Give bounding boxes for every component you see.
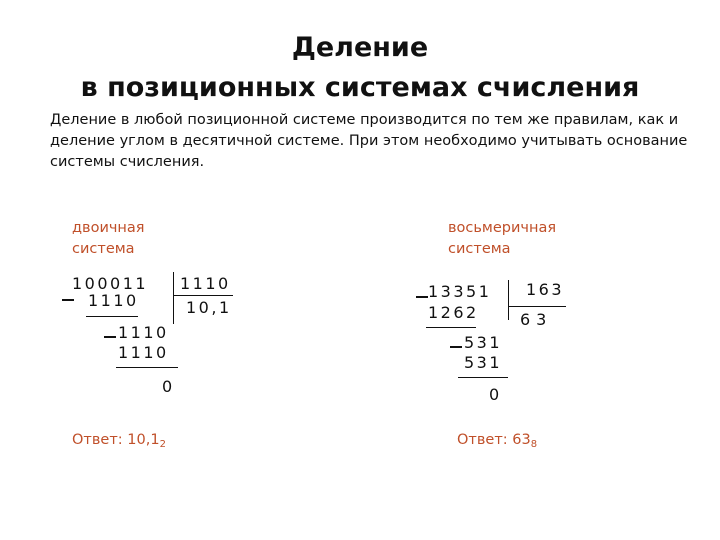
octal-subtrahend-2: 531 <box>464 353 503 372</box>
octal-quotient: 63 <box>520 310 553 329</box>
octal-minus-2 <box>450 346 462 348</box>
binary-remainder-1: 1110 <box>118 323 169 342</box>
octal-rule-2 <box>458 377 508 378</box>
octal-answer-prefix: Ответ: <box>457 432 513 448</box>
binary-minus-2 <box>104 336 116 338</box>
binary-answer-prefix: Ответ: <box>72 432 128 448</box>
binary-label-line-2: система <box>72 241 135 257</box>
binary-subtrahend-1: 1110 <box>88 291 139 310</box>
octal-subtrahend-1: 1262 <box>428 303 479 322</box>
octal-label <box>448 218 556 260</box>
slide-title <box>0 28 720 108</box>
binary-rule-2 <box>116 367 178 368</box>
binary-division-bar <box>173 272 174 324</box>
binary-answer-base: 2 <box>159 439 166 450</box>
title-line-2: в позиционных системах счисления <box>80 72 640 103</box>
octal-dividend: 13351 <box>428 282 492 301</box>
octal-label-line-2: система <box>448 241 511 257</box>
binary-rule-1 <box>86 316 138 317</box>
octal-divisor: 163 <box>526 280 565 299</box>
octal-division-bar <box>508 280 509 320</box>
octal-rule-1 <box>426 327 476 328</box>
binary-minus-1 <box>62 299 74 301</box>
binary-divisor: 1110 <box>180 274 231 293</box>
octal-label-line-1: восьмеричная <box>448 220 557 236</box>
binary-answer <box>72 430 166 455</box>
octal-divisor-underline <box>508 306 566 307</box>
binary-label-line-1: двоичная <box>72 220 145 236</box>
octal-final-remainder: 0 <box>489 385 502 404</box>
octal-answer <box>457 430 537 455</box>
binary-divisor-underline <box>173 295 233 296</box>
octal-remainder-1: 531 <box>464 333 503 352</box>
binary-quotient: 10,1 <box>186 298 232 317</box>
title-line-1: Деление <box>291 32 429 63</box>
octal-minus-1 <box>416 296 428 298</box>
binary-final-remainder: 0 <box>162 377 175 396</box>
binary-answer-value: 10,1 <box>127 432 160 448</box>
octal-answer-base: 8 <box>530 439 538 450</box>
octal-answer-value: 63 <box>512 432 531 448</box>
binary-dividend: 100011 <box>72 274 149 293</box>
binary-label <box>72 218 145 260</box>
intro-paragraph: Деление в любой позиционной системе производится по тем же правилам, как и деление углом в десятичной системе. При этом необходимо учитывать основание системы счисления. <box>50 112 688 170</box>
binary-subtrahend-2: 1110 <box>118 343 169 362</box>
